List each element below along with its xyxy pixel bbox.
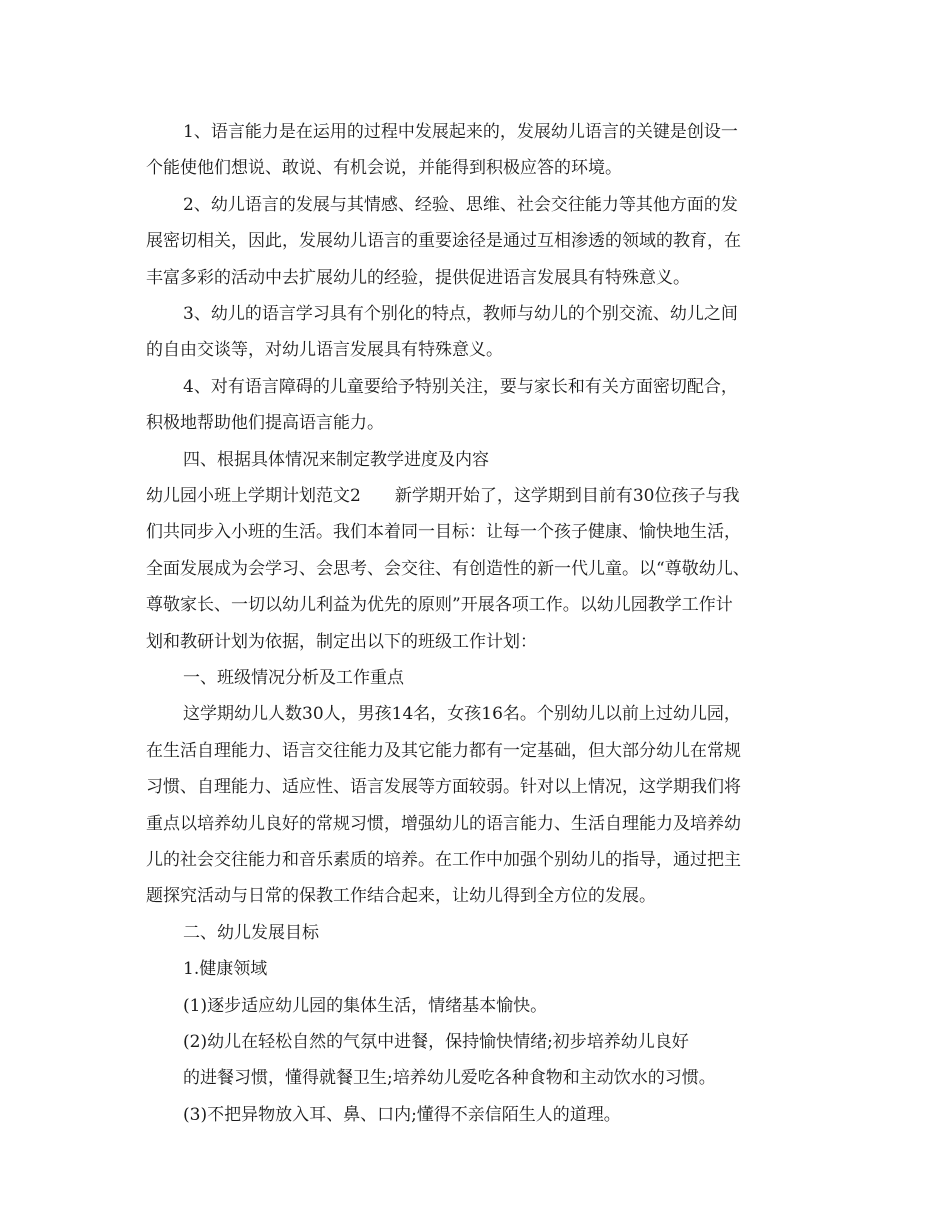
text-line: (3)不把异物放入耳、鼻、口内;懂得不亲信陌生人的道理。 [183,1104,621,1125]
text-line: (2)幼儿在轻松自然的气氛中进餐，保持愉快情绪;初步培养幼儿良好 [183,1032,689,1052]
text-line: 习惯、自理能力、适应性、语言发展等方面较弱。针对以上情况，这学期我们将 [146,777,741,798]
text-line: 1.健康领域 [183,959,268,980]
text-line: 2、幼儿语言的发展与其情感、经验、思维、社会交往能力等其他方面的发 [183,194,738,215]
text-line: 儿的社会交往能力和音乐素质的培养。在工作中加强个别幼儿的指导，通过把主 [146,850,741,870]
text-line: 幼儿园小班上学期计划范文2 新学期开始了，这学期到目前有30位孩子与我 [146,486,740,506]
text-line: 一、班级情况分析及工作重点 [183,668,404,688]
text-line: 的自由交谈等，对幼儿语言发展具有特殊意义。 [146,340,503,361]
text-line: 积极地帮助他们提高语言能力。 [146,413,384,434]
text-line: 展密切相关，因此，发展幼儿语言的重要途径是通过互相渗透的领域的教育，在 [146,231,741,252]
text-line: 3、幼儿的语言学习具有个别化的特点，教师与幼儿的个别交流、幼儿之间 [183,304,738,324]
text-line: 在生活自理能力、语言交往能力及其它能力都有一定基础，但大部分幼儿在常规 [146,740,741,761]
text-line: 四、根据具体情况来制定教学进度及内容 [183,449,489,470]
text-line: 们共同步入小班的生活。我们本着同一目标：让每一个孩子健康、愉快地生活， [146,522,741,543]
text-line: 丰富多彩的活动中去扩展幼儿的经验，提供促进语言发展具有特殊意义。 [146,267,690,288]
text-line: 全面发展成为会学习、会思考、会交往、有创造性的新一代儿童。以“尊敬幼儿、 [146,558,750,579]
text-line: 这学期幼儿人数30人，男孩14名，女孩16名。个别幼儿以前上过幼儿园， [183,704,741,725]
text-line: 尊敬家长、一切以幼儿利益为优先的原则”开展各项工作。以幼儿园教学工作计 [146,595,733,616]
text-line: 1、语言能力是在运用的过程中发展起来的，发展幼儿语言的关键是创设一 [183,122,738,142]
text-line: 题探究活动与日常的保教工作结合起来，让幼儿得到全方位的发展。 [146,886,656,907]
text-line: 划和教研计划为依据，制定出以下的班级工作计划： [146,631,537,652]
text-line: 个能使他们想说、敢说、有机会说，并能得到积极应答的环境。 [146,158,622,179]
text-line: 重点以培养幼儿良好的常规习惯，增强幼儿的语言能力、生活自理能力及培养幼 [146,813,741,834]
text-line: 4、对有语言障碍的儿童要给予特别关注，要与家长和有关方面密切配合， [183,376,738,397]
text-line: 的进餐习惯，懂得就餐卫生;培养幼儿爱吃各种食物和主动饮水的习惯。 [183,1068,716,1089]
text-line: 二、幼儿发展目标 [183,922,319,943]
text-line: (1)逐步适应幼儿园的集体生活，情绪基本愉快。 [183,995,548,1016]
